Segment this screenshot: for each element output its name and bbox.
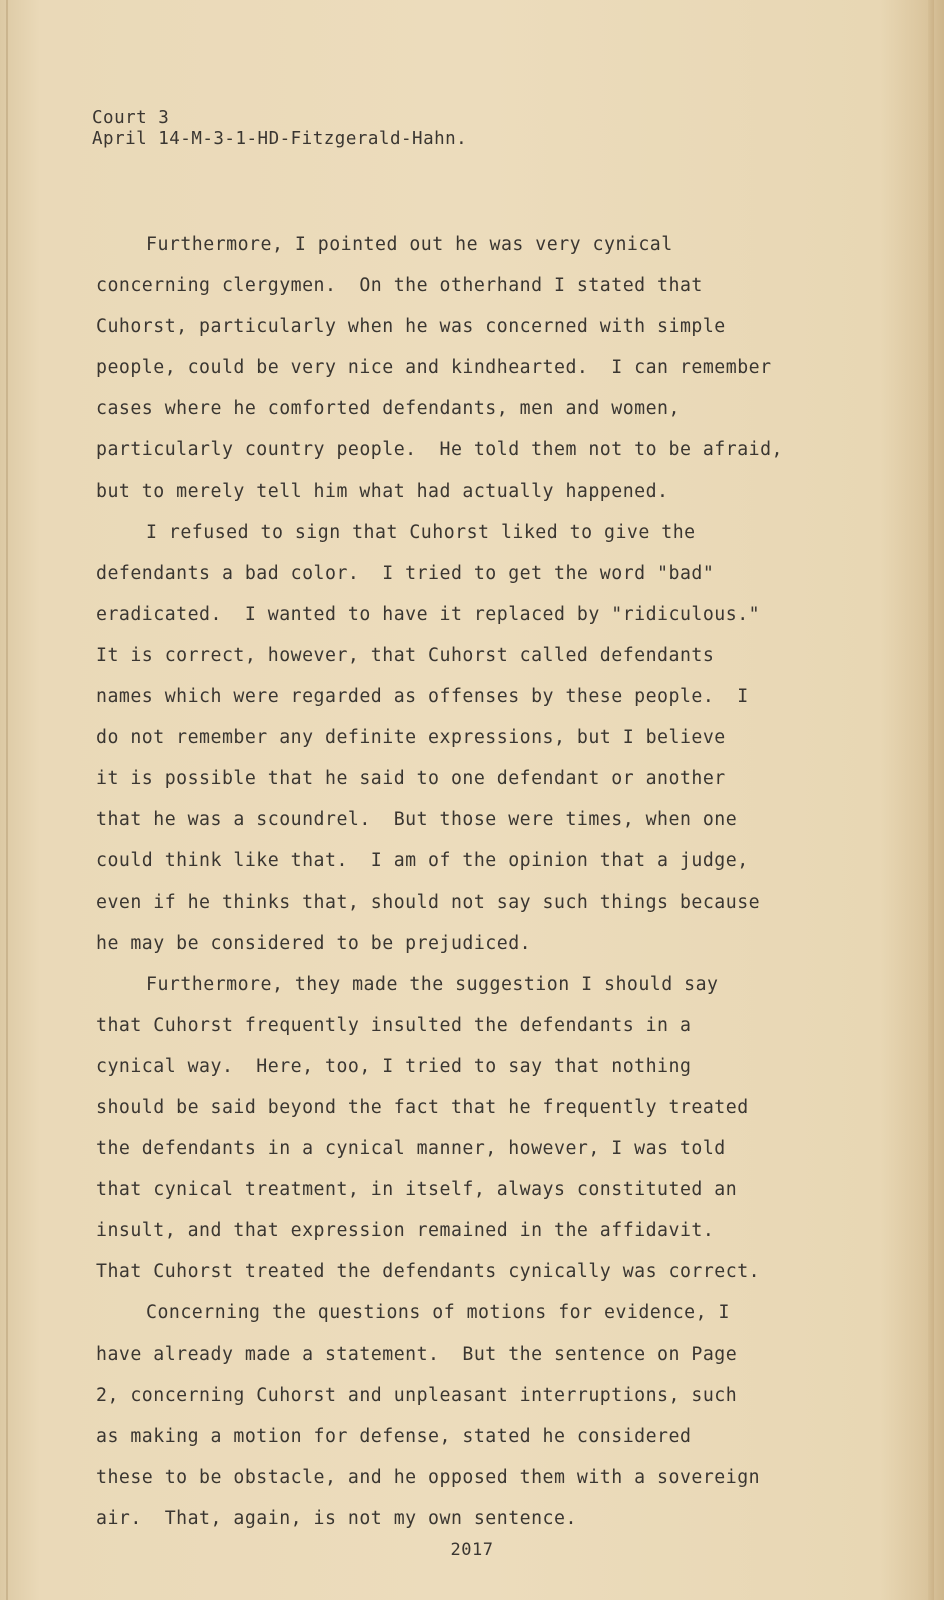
text-line: could think like that. I am of the opinion that a judge, xyxy=(96,850,749,872)
text-line: do not remember any definite expressions, but I believe xyxy=(96,727,726,749)
document-header xyxy=(92,108,467,150)
session-reference-line: April 14-M-3-1-HD-Fitzgerald-Hahn. xyxy=(92,129,468,149)
text-line: people, could be very nice and kindhearted. I can remember xyxy=(96,357,772,379)
text-line: names which were regarded as offenses by these people. I xyxy=(96,686,749,708)
text-line: cases where he comforted defendants, men and women, xyxy=(96,398,680,420)
text-line: that cynical treatment, in itself, always constituted an xyxy=(96,1179,738,1201)
text-line: That Cuhorst treated the defendants cynically was correct. xyxy=(96,1261,761,1283)
text-line: have already made a statement. But the sentence on Page xyxy=(96,1343,738,1365)
text-line: Furthermore, they made the suggestion I should say xyxy=(146,973,719,995)
text-line: should be said beyond the fact that he frequently treated xyxy=(96,1096,749,1118)
text-line: he may be considered to be prejudiced. xyxy=(96,932,532,954)
page-number: 2017 xyxy=(450,1540,494,1560)
text-line: I refused to sign that Cuhorst liked to give the xyxy=(146,521,696,543)
text-line: It is correct, however, that Cuhorst called defendants xyxy=(96,644,715,666)
text-line: cynical way. Here, too, I tried to say that nothing xyxy=(96,1055,692,1077)
text-line: defendants a bad color. I tried to get the word "bad" xyxy=(96,562,715,584)
text-line: that he was a scoundrel. But those were times, when one xyxy=(96,809,738,831)
text-line: it is possible that he said to one defendant or another xyxy=(96,768,726,790)
text-line: the defendants in a cynical manner, however, I was told xyxy=(96,1138,726,1160)
text-line: these to be obstacle, and he opposed them with a sovereign xyxy=(96,1466,761,1488)
text-line: particularly country people. He told them not to be afraid, xyxy=(96,439,783,461)
text-line: Furthermore, I pointed out he was very cynical xyxy=(146,234,673,255)
left-page-edge xyxy=(6,0,8,1600)
court-line: Court 3 xyxy=(92,108,170,128)
right-page-edge xyxy=(928,0,934,1600)
text-line: even if he thinks that, should not say such things because xyxy=(96,891,761,913)
text-line: but to merely tell him what had actually happened. xyxy=(96,480,669,502)
text-line: 2, concerning Cuhorst and unpleasant interruptions, such xyxy=(96,1384,738,1406)
text-line: concerning clergymen. On the otherhand I stated that xyxy=(96,275,703,297)
text-line: Concerning the questions of motions for evidence, I xyxy=(146,1302,730,1324)
text-line: Cuhorst, particularly when he was concerned with simple xyxy=(96,316,726,338)
text-line: that Cuhorst frequently insulted the defendants in a xyxy=(96,1014,692,1036)
text-line: insult, and that expression remained in the affidavit. xyxy=(96,1220,715,1242)
text-line: eradicated. I wanted to have it replaced by "ridiculous." xyxy=(96,603,761,625)
text-line: air. That, again, is not my own sentence. xyxy=(96,1507,577,1529)
text-line: as making a motion for defense, stated he considered xyxy=(96,1425,692,1447)
body-text xyxy=(96,224,816,1539)
